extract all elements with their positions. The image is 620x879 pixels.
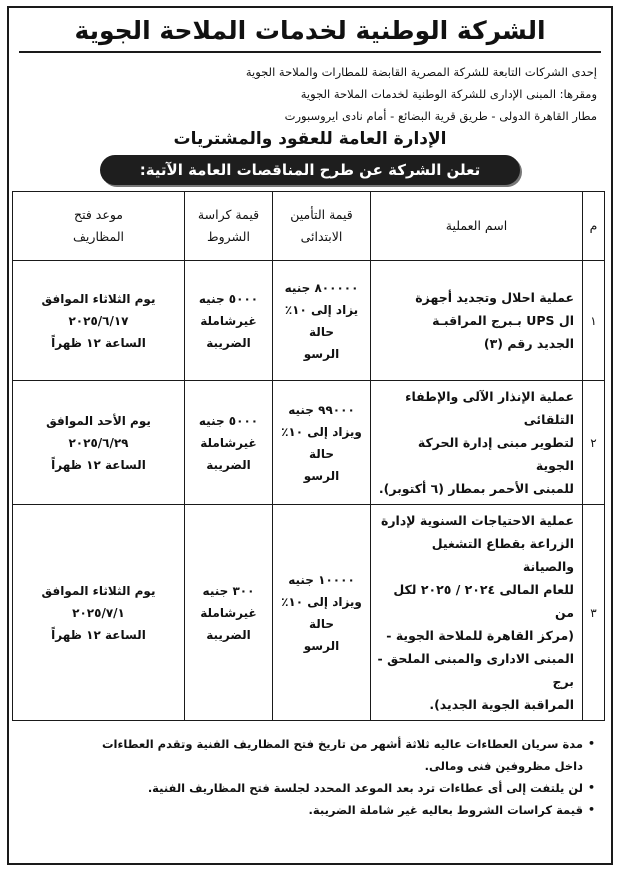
booklet-price xyxy=(185,381,273,505)
date-line: ٢٠٢٥/٦/٢٩ xyxy=(68,435,129,450)
booklet-line: الضريبة xyxy=(206,627,251,642)
date-line: يوم الثلاثاء الموافق xyxy=(41,291,156,306)
header-line: الشروط xyxy=(207,229,250,244)
header-line: المظاريف xyxy=(72,229,125,244)
table-header-row xyxy=(13,192,605,261)
note-line: داخل مظروفين فنى ومالى. xyxy=(424,759,583,773)
insurance-line: الرسو xyxy=(303,468,340,483)
note-line: مدة سريان العطاءات عاليه ثلاثة أشهر من تاريخ فتح المظاريف الفنية وتقدم العطاءات xyxy=(102,737,583,751)
info-line: مطار القاهرة الدولى - طريق قرية البضائع - أمام نادى ايروسبورت xyxy=(284,109,597,123)
tender-name xyxy=(371,261,583,381)
insurance-line: الرسو xyxy=(303,346,340,361)
company-title: الشركة الوطنية لخدمات الملاحة الجوية xyxy=(74,16,546,45)
bullet-icon: • xyxy=(587,781,595,794)
header-name: اسم العملية xyxy=(371,192,583,261)
insurance-value xyxy=(273,261,371,381)
date-line: ٢٠٢٥/٦/١٧ xyxy=(68,313,129,328)
announcement-banner: تعلن الشركة عن طرح المناقصات العامة الآتية: xyxy=(100,155,521,185)
insurance-line: الرسو xyxy=(303,638,340,653)
insurance-line: ويزاد إلى ١٠٪ حالة xyxy=(281,594,362,631)
tender-name-line: المراقبة الجوية الجديد). xyxy=(429,697,574,712)
bullet-icon: • xyxy=(587,803,595,816)
date-line: ٢٠٢٥/٧/١ xyxy=(72,605,125,620)
booklet-price xyxy=(185,505,273,721)
tender-name-line: للمبنى الأحمر بمطار (٦ أكتوبر). xyxy=(378,481,574,496)
note-line: قيمة كراسات الشروط بعاليه غير شاملة الضريبة. xyxy=(308,803,583,817)
insurance-line: ٨٠٠٠٠٠ جنيه xyxy=(284,280,359,295)
header-line: قيمة كراسة xyxy=(197,207,260,222)
tender-name-line: المبنى الادارى والمبنى الملحق - برج xyxy=(377,651,574,689)
table-row xyxy=(13,505,605,721)
tender-name-line: (مركز القاهرة للملاحة الجوية - xyxy=(386,628,574,643)
booklet-line: ٣٠٠ جنيه xyxy=(202,583,255,598)
tender-name-line: الزراعة بقطاع التشغيل والصيانة xyxy=(431,536,574,574)
banner-wrap xyxy=(9,155,611,185)
tender-name-line: عملية الإنذار الآلى والإطفاء التلقائى xyxy=(405,389,574,427)
tender-name xyxy=(371,505,583,721)
insurance-line: ويزاد إلى ١٠٪ حالة xyxy=(281,424,362,461)
tender-name-line: عملية احلال وتجديد أجهزة xyxy=(415,290,574,305)
table-row xyxy=(13,381,605,505)
info-line: ومقرها: المبنى الإدارى للشركة الوطنية لخدمات الملاحة الجوية xyxy=(300,87,597,101)
header-line: الابتدائى xyxy=(300,229,343,244)
opening-date xyxy=(13,381,185,505)
header-insurance xyxy=(273,192,371,261)
booklet-line: الضريبة xyxy=(206,457,251,472)
date-line: الساعة ١٢ ظهراً xyxy=(51,335,146,350)
booklet-line: غيرشاملة xyxy=(200,605,257,620)
date-line: الساعة ١٢ ظهراً xyxy=(51,627,146,642)
booklet-line: غيرشاملة xyxy=(200,313,257,328)
table-row xyxy=(13,261,605,381)
header-line: موعد فتح xyxy=(74,207,123,222)
booklet-line: غيرشاملة xyxy=(200,435,257,450)
row-num: ١ xyxy=(583,261,605,381)
note-item xyxy=(19,733,595,777)
announcement-page xyxy=(7,6,613,865)
note-item xyxy=(19,777,595,799)
row-num: ٢ xyxy=(583,381,605,505)
booklet-line: ٥٠٠٠ جنيه xyxy=(198,413,259,428)
booklet-line: ٥٠٠٠ جنيه xyxy=(198,291,259,306)
date-line: يوم الثلاثاء الموافق xyxy=(41,583,156,598)
tender-name-line: عملية الاحتياجات السنوية لإدارة xyxy=(380,513,574,528)
bullet-icon: • xyxy=(587,737,595,750)
header-line: قيمة التأمين xyxy=(290,207,353,222)
notes-list xyxy=(9,721,611,821)
department-title: الإدارة العامة للعقود والمشتريات xyxy=(173,129,447,149)
insurance-line: ١٠٠٠٠ جنيه xyxy=(288,572,355,587)
insurance-line: يزاد إلى ١٠٪ حالة xyxy=(284,302,359,339)
header-num: م xyxy=(583,192,605,261)
note-item xyxy=(19,799,595,821)
note-line: لن يلتفت إلى أى عطاءات ترد بعد الموعد المحدد لجلسة فتح المظاريف الفنية. xyxy=(147,781,583,795)
date-line: يوم الأحد الموافق xyxy=(46,413,151,428)
opening-date xyxy=(13,261,185,381)
company-info xyxy=(9,53,611,127)
date-line: الساعة ١٢ ظهراً xyxy=(51,457,146,472)
insurance-value xyxy=(273,381,371,505)
tender-name xyxy=(371,381,583,505)
tender-name-line: للعام المالى ٢٠٢٤ / ٢٠٢٥ لكل من xyxy=(393,582,574,620)
insurance-value xyxy=(273,505,371,721)
tenders-table xyxy=(12,191,605,721)
booklet-price xyxy=(185,261,273,381)
insurance-line: ٩٩٠٠٠ جنيه xyxy=(288,402,355,417)
tender-name-line: الجديد رقم (٣) xyxy=(483,336,574,351)
header-date xyxy=(13,192,185,261)
header-booklet xyxy=(185,192,273,261)
opening-date xyxy=(13,505,185,721)
booklet-line: الضريبة xyxy=(206,335,251,350)
row-num: ٣ xyxy=(583,505,605,721)
tender-name-line: ال UPS بـبرج المراقبـة xyxy=(432,313,574,328)
tender-name-line: لتطوير مبنى إدارة الحركة الجوية xyxy=(417,435,574,473)
info-line: إحدى الشركات التابعة للشركة المصرية القابضة للمطارات والملاحة الجوية xyxy=(245,65,597,79)
